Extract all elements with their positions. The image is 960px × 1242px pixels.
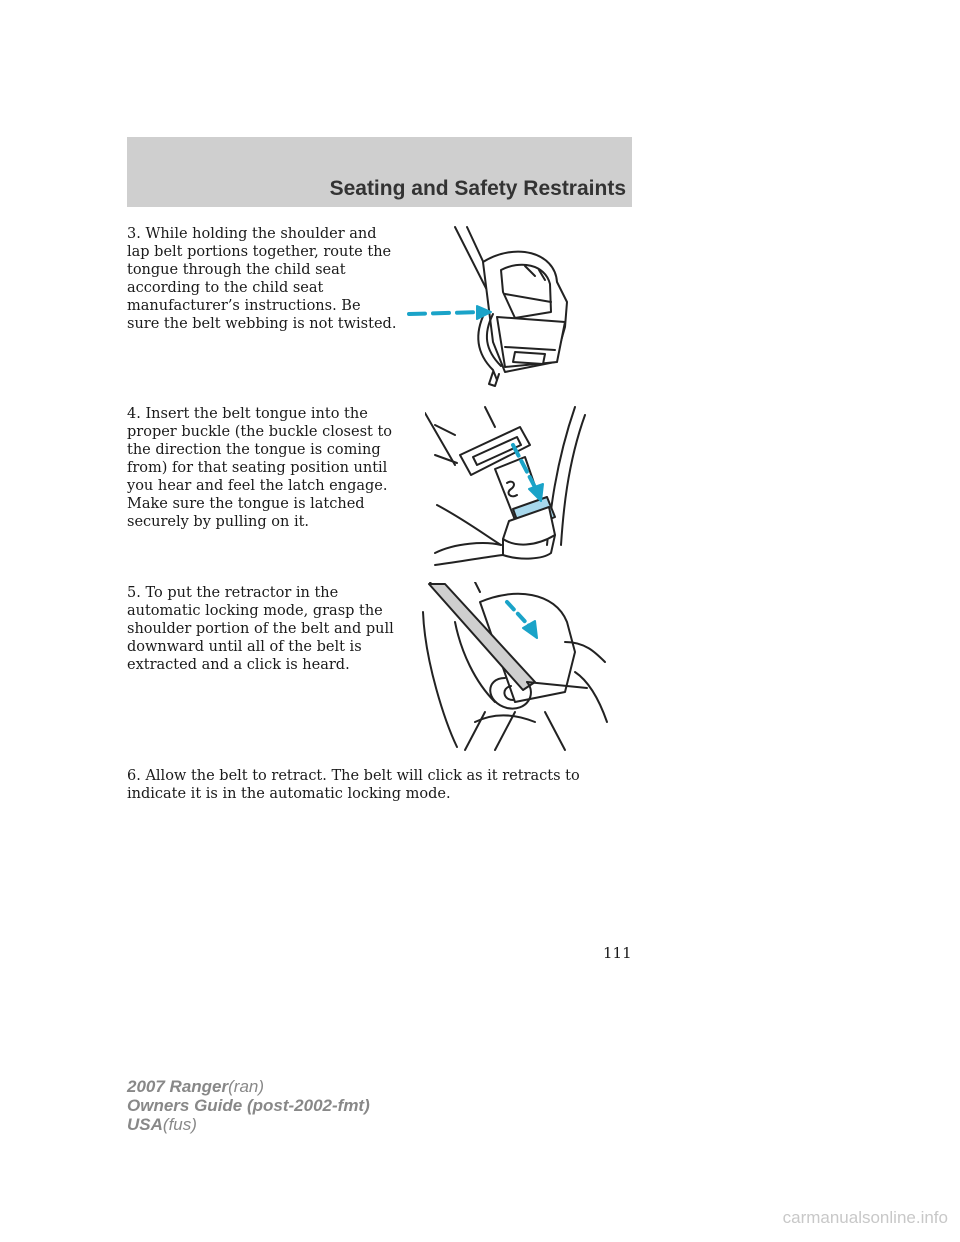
step-4-text: 4. Insert the belt tongue into the proper buckle (the buckle closest to the direction the tongue is coming from) for that seating position until you hear and feel the latch engage. Make sure the tongue is latched securely by pulling on it. <box>127 406 393 530</box>
buckle-tongue-illustration <box>425 405 590 575</box>
step-5-text: 5. To put the retractor in the automatic locking mode, grasp the shoulder portion of the belt and pull downward until all of the belt is extracted and a click is heard. <box>127 585 394 673</box>
child-seat-illustration <box>405 222 585 392</box>
shoulder-belt-pull-illustration <box>415 582 610 752</box>
watermark: carmanualsonline.info <box>782 1208 948 1227</box>
footer-model: 2007 Ranger <box>127 1077 229 1096</box>
footer-region: USA <box>127 1115 163 1134</box>
step-3-text: 3. While holding the shoulder and lap belt portions together, route the tongue through the child seat according to the child seat manufacturer’s instructions. Be sure the belt webbing is not twisted. <box>127 226 397 332</box>
section-title: Seating and Safety Restraints <box>329 177 626 200</box>
document-footer <box>127 1077 370 1134</box>
footer-region-code: (fus) <box>162 1115 197 1134</box>
step-6-text: 6. Allow the belt to retract. The belt will click as it retracts to indicate it is in the automatic locking mode. <box>127 768 580 802</box>
section-header <box>127 137 632 207</box>
page-number: 111 <box>603 944 632 962</box>
footer-guide: Owners Guide (post-2002-fmt) <box>127 1096 370 1115</box>
footer-model-code: (ran) <box>228 1077 265 1096</box>
